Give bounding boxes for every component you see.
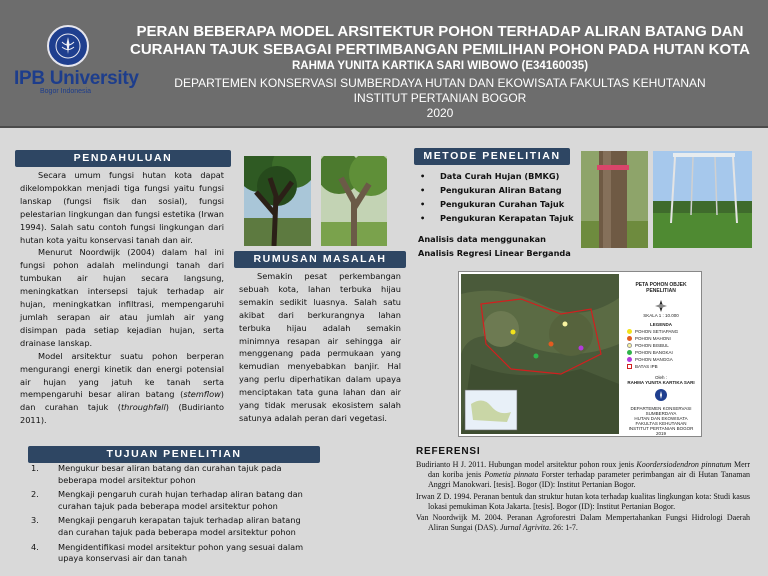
tujuan-list	[28, 463, 318, 568]
rumusan-body	[239, 270, 401, 425]
logo-location: Bogor Indonesia	[40, 88, 91, 95]
field-photo-2	[653, 151, 752, 248]
legend-dot-icon	[627, 350, 632, 355]
metode-item: • Pengukuran Curahan Tajuk	[418, 197, 574, 211]
tujuan-item: 3. Mengkaji pengaruh kerapatan tajuk terhadap aliran batang dan curahan tajuk pada beberapa model arsitektur pohon	[31, 515, 301, 537]
legend-dot-icon	[627, 343, 632, 348]
metode-heading: METODE PENELITIAN	[414, 148, 570, 165]
analysis-line-2: Analisis Regresi Linear Berganda	[418, 248, 571, 258]
metode-item: • Pengukuran Kerapatan Tajuk	[418, 211, 574, 225]
tujuan-heading: TUJUAN PENELITIAN	[28, 446, 320, 463]
stemflow-term: stemflow	[183, 389, 221, 400]
poster-header	[0, 0, 768, 128]
map-by: Oleh :	[654, 375, 667, 380]
map-ipb-logo-icon	[621, 388, 701, 403]
pendahuluan-paragraph-2: Menurut Noordwijk (2004) dalam hal ini fungsi pohon adalah melindungi tanah dari tumbukan air hujan secara langsung, meningkatkan intersepsi tajuk terhadap air hujan, meningkatkan infiltrasi, mempengaruhi jumlah serapan air atau jumlah air yang disimpan pada setiap kejadian hujan, serta drainase lanskap.	[20, 247, 224, 348]
tujuan-item: 4. Mengidentifikasi model arsitektur pohon yang sesuai dalam upaya konservasi air dan tanah	[31, 541, 304, 564]
tree-photo-1	[244, 156, 311, 246]
pendahuluan-body	[20, 169, 224, 427]
compass-icon	[621, 300, 701, 313]
legend-item: BATAS IPB	[627, 364, 701, 369]
metode-item: • Pengukuran Aliran Batang	[418, 183, 574, 197]
pendahuluan-paragraph-3: Model arsitektur suatu pohon berperan mengurangi energi kinetik dan energi potensial air hujan yang jatuh ke tanah serta mempengaruhi besar aliran batang (stemflow) dan curahan tajuk (throughfall) (Budirianto 2011).	[20, 350, 224, 426]
metode-list	[418, 169, 574, 225]
legend-boundary-icon	[627, 364, 632, 369]
reference-item: Van Noordwijk M. 2004. Peranan Agroforestri Dalam Mempertahankan Fungsi Hidrologi Daerah Aliran Sungai (DAS). Jurnal Agrivita. 26: 1-7.	[416, 513, 750, 533]
poster-title: PERAN BEBERAPA MODEL ARSITEKTUR POHON TERHADAP ALIRAN BATANG DAN CURAHAN TAJUK SEBAGAI PERTIMBANGAN PEMILIHAN POHON PADA HUTAN KOTA	[130, 23, 750, 58]
referensi-heading: REFERENSI	[416, 446, 481, 457]
pendahuluan-heading: PENDAHULUAN	[15, 150, 231, 167]
legend-item: POHON SETIAPANG	[627, 329, 701, 334]
metode-item: • Data Curah Hujan (BMKG)	[418, 169, 574, 183]
legend-dot-icon	[627, 336, 632, 341]
study-map	[458, 271, 702, 437]
tree-photo-2	[321, 156, 387, 246]
map-author: RAHMA YUNITA KARTIKA SARI	[627, 380, 695, 385]
map-dept-2: HUTAN DAN EKOWISATA	[634, 416, 688, 421]
map-dept-1: DEPARTEMEN KONSERVASI SUMBERDAYA	[630, 406, 692, 416]
throughfall-term: throughfall	[120, 402, 166, 413]
pendahuluan-paragraph-1: Secara umum fungsi hutan kota dapat dikelompokkan menjadi tiga fungsi yaitu fungsi lanskap (fungsi fisik dan sosial), fungsi pelestarian lingkungan dan fungsi estetika (Irwan 1994). Salah satu contoh fungsi lingkungan dari hutan kota yaitu konservasi tanah dan air.	[20, 170, 224, 245]
legend-item: POHON MAHONI	[627, 336, 701, 341]
rumusan-paragraph: Semakin pesat perkembangan sebuah kota, lahan terbuka hijau semakin sedikit luasnya. Salah satu akibat dari berkurangnya lahan terbuka hijau adalah semakin minimnya resapan air sehingga air menggenang pada permukaan yang kemudian menyebabkan banjir. Hal yang perlu diperhatikan dalam upaya menciptakan tata guna lahan dan air yang tidak merusak ekosistem salah satunya adalah peran dari vegetasi.	[239, 271, 401, 423]
legend-item: POHON BISBUL	[627, 343, 701, 348]
legend-item: POHON MANGGA	[627, 357, 701, 362]
analysis-text	[418, 232, 571, 260]
legend-dot-icon	[627, 329, 632, 334]
map-legend	[621, 274, 701, 434]
field-photo-1	[581, 151, 648, 248]
poster-year: 2020	[426, 106, 454, 120]
ipb-emblem-icon	[47, 25, 89, 67]
reference-item: Irwan Z D. 1994. Peranan bentuk dan struktur hutan kota terhadap kualitas lingkungan kota: Studi kasus lokasi pemukiman Kota Jakarta. [tesis]. Bogor (ID): Institut Pertanian Bogor.	[416, 491, 750, 511]
map-dept-3: FAKULTAS KEHUTANAN	[635, 421, 687, 426]
tujuan-item: 2. Mengkaji pengaruh curah hujan terhadap aliran batang dan curahan tajuk pada beberapa model arsitektur pohon	[31, 489, 303, 511]
map-scale: SKALA 1 : 10.000	[643, 313, 679, 318]
legend-item: POHON BANGKAI	[627, 350, 701, 355]
referensi-list	[416, 460, 750, 534]
reference-item: Budirianto H J. 2011. Hubungan model arsitektur pohon roux jenis Koordersiodendron pinnatum Merr dan koriba jenis Pometia pinnata Forster terhadap parameter perimbangan air di Hutan Tanaman Anggri Manokwari. [tesis]. Bogor (ID): Institut Pertanian Bogor.	[416, 460, 750, 490]
rumusan-heading: RUMUSAN MASALAH	[234, 251, 406, 268]
satellite-map	[461, 274, 619, 434]
map-dept-4: INSTITUT PERTANIAN BOGOR	[628, 426, 694, 431]
legend-dot-icon	[627, 357, 632, 362]
tujuan-item: 1. Mengukur besar aliran batang dan curahan tajuk pada beberapa model arsitektur pohon	[31, 463, 282, 485]
poster-affiliation	[120, 76, 760, 121]
poster-author: RAHMA YUNITA KARTIKA SARI WIBOWO (E34160035)	[291, 60, 589, 72]
institute-name: INSTITUT PERTANIAN BOGOR	[353, 91, 527, 105]
map-year: 2019	[655, 431, 666, 436]
analysis-line-1: Analisis data menggunakan	[418, 234, 546, 244]
map-title: PETA POHON OBJEK PENELITIAN	[635, 282, 687, 294]
legend-title: LEGENDA	[649, 322, 672, 327]
logo-university-name: IPB University	[14, 68, 139, 89]
department-name: DEPARTEMEN KONSERVASI SUMBERDAYA HUTAN DAN EKOWISATA FAKULTAS KEHUTANAN	[174, 76, 706, 90]
